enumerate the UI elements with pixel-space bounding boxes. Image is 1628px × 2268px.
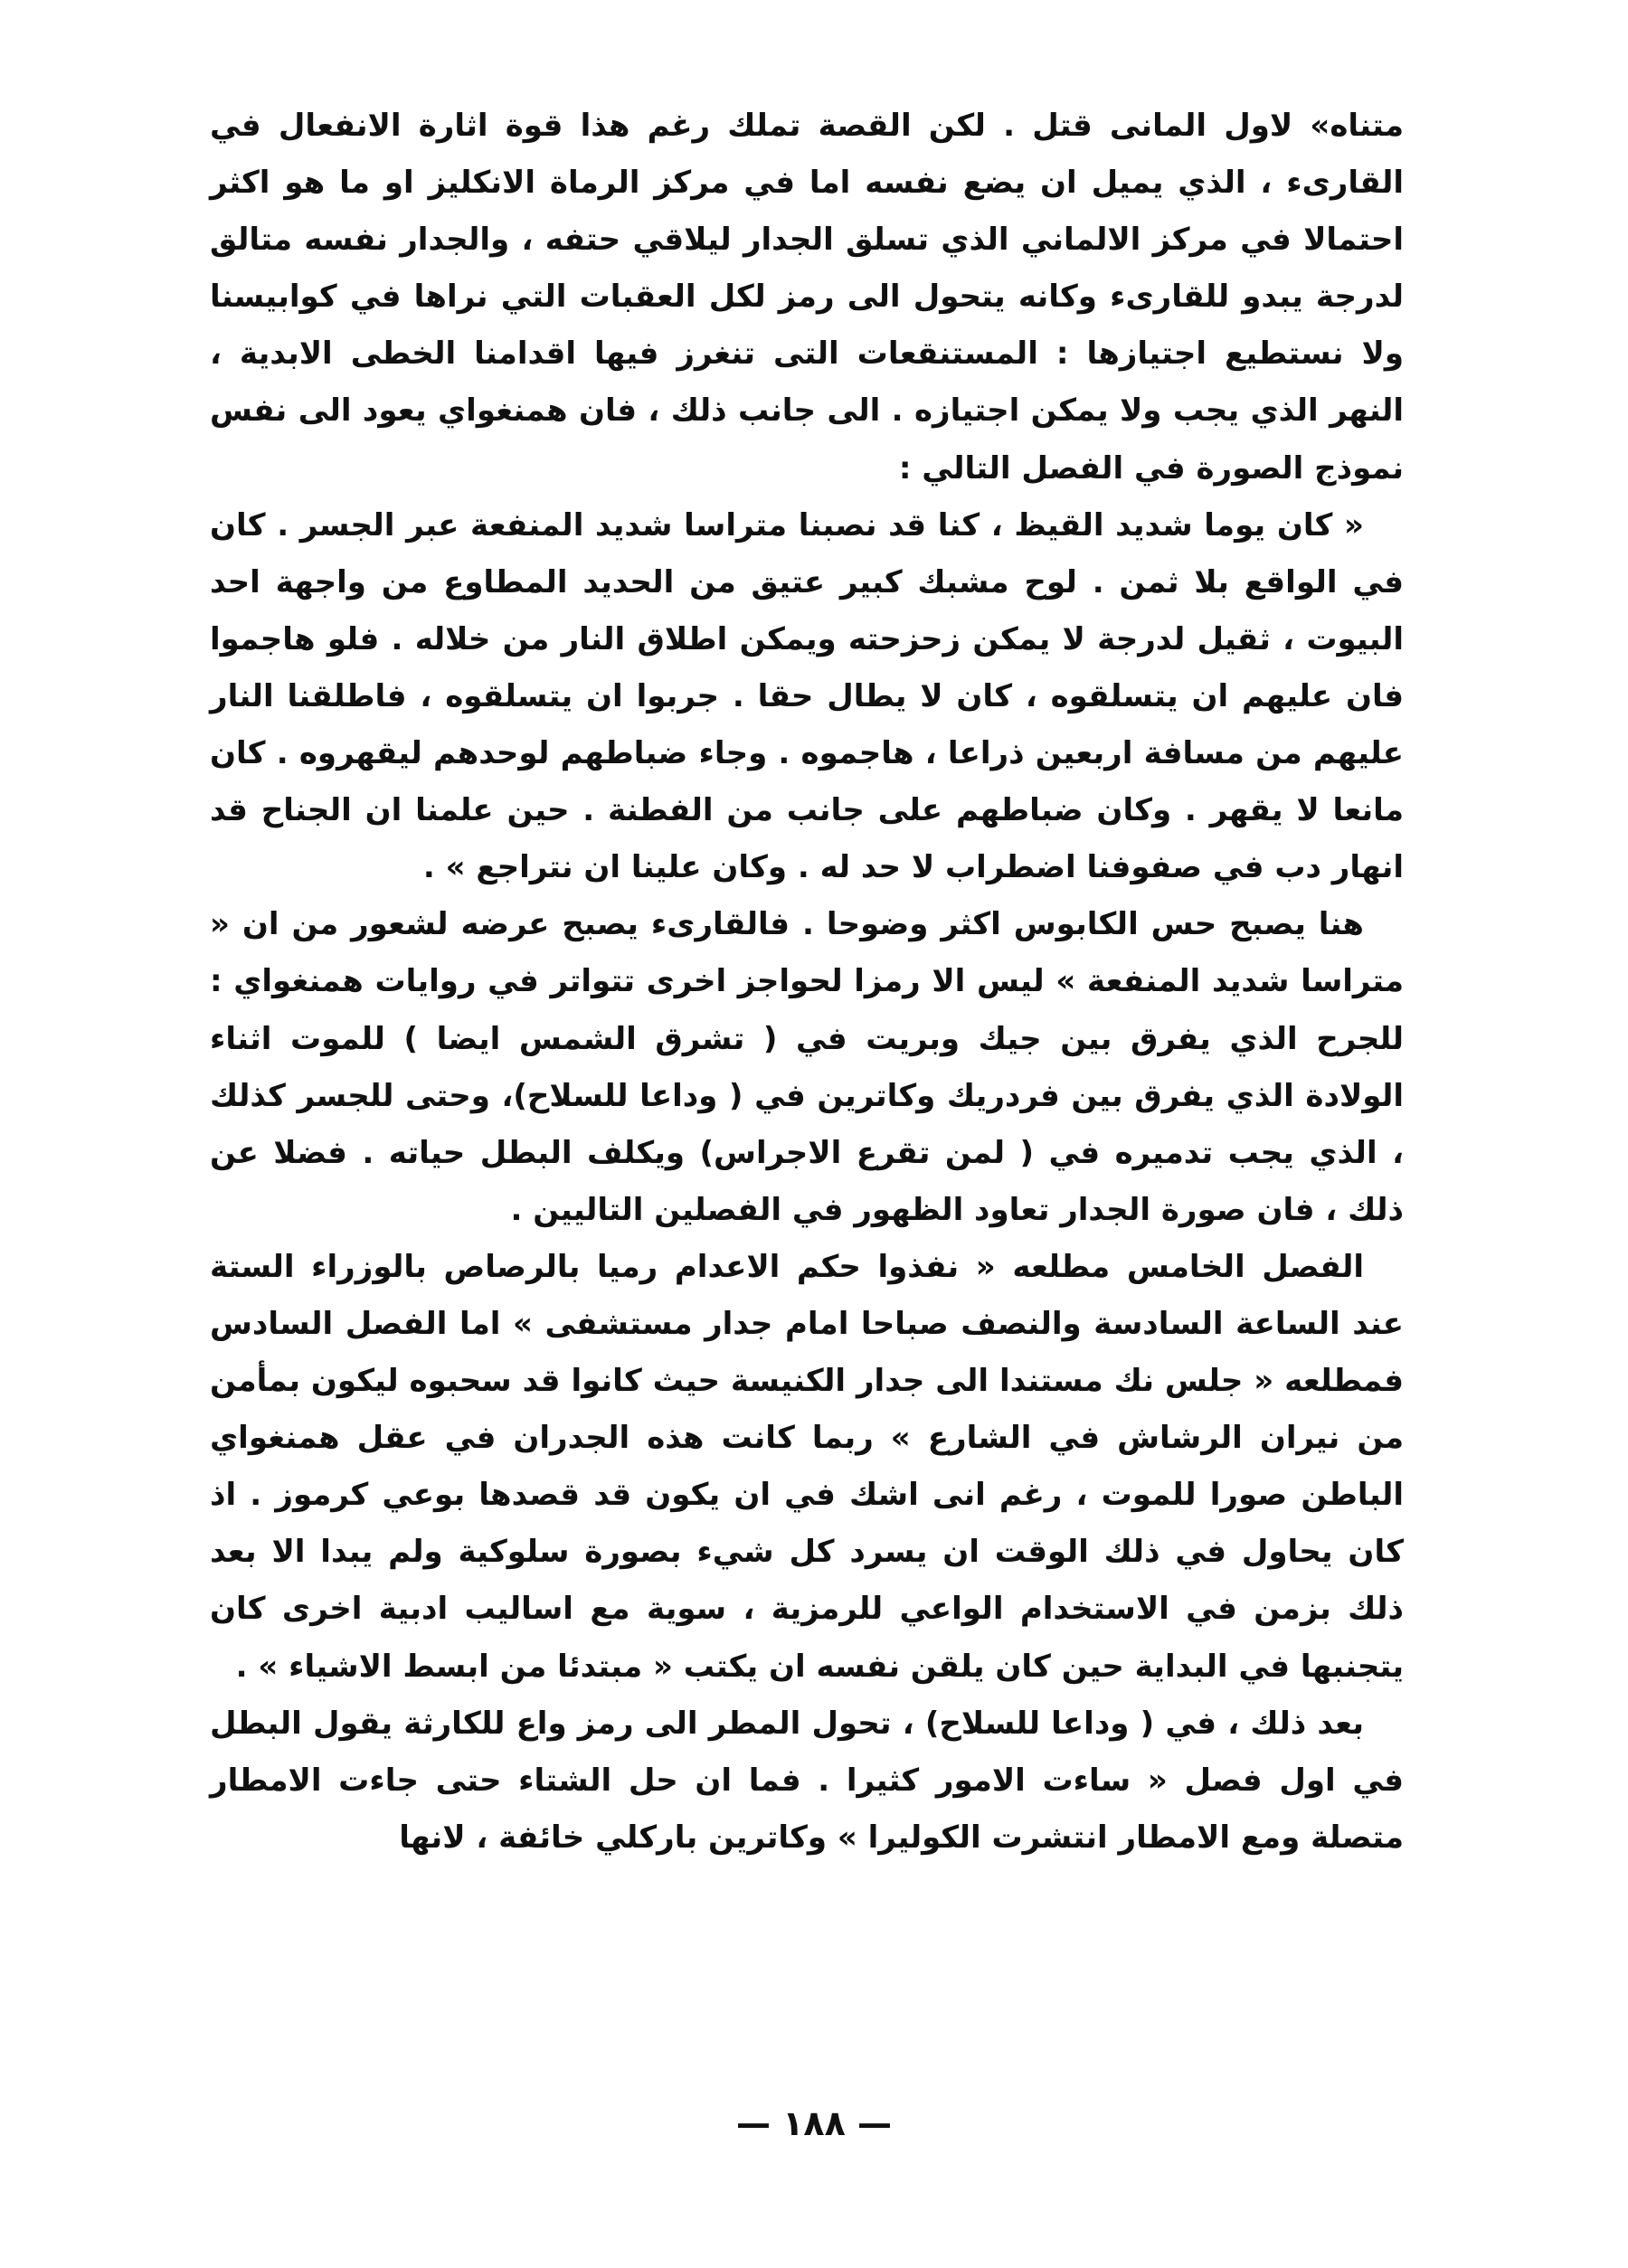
paragraph-1: متناه» لاول المانى قتل . لكن القصة تملك رغم هذا قوة اثارة الانفعال في القارىء ، الذي يميل ان يضع نفسه اما في مركز الرماة الانكليز او ما هو اكثر احتمالا في مركز الالماني الذي تسلق الجدار ليلاقي حتفه ، والجدار نفسه متالق لدرجة يبدو للقارىء وكانه يتحول الى رمز لكل العقبات التي نراها في كوابيسنا ولا نستطيع اجتيازها : المستنقعات التى تنغرز فيها اقدامنا الخطى الابدية ، النهر الذي يجب ولا يمكن اجتيازه . الى جانب ذلك ، فان همنغواي يعود الى نفس نموذج الصورة في الفصل التالي : bbox=[210, 108, 1404, 487]
page-number: — ١٨٨ — bbox=[735, 2103, 893, 2143]
paragraph-5: بعد ذلك ، في ( وداعا للسلاح) ، تحول المطر الى رمز واع للكارثة يقول البطل في اول فصل « ساءت الامور كثيرا . فما ان حل الشتاء حتى جاءت الامطار متصلة ومع الامطار انتشرت الكوليرا » وكاترين باركلي خائفة ، لانها bbox=[210, 1705, 1404, 1856]
paragraph-4: الفصل الخامس مطلعه « نفذوا حكم الاعدام رميا بالرصاص بالوزراء الستة عند الساعة السادسة والنصف صباحا امام جدار مستشفى » اما الفصل السادس فمطلعه « جلس نك مستندا الى جدار الكنيسة حيث كانوا قد سحبوه ليكون بمأمن من نيران الرشاش في الشارع » ربما كانت هذه الجدران في عقل همنغواي الباطن صورا للموت ، رغم انى اشك في ان يكون قد قصدها بوعي كرموز . اذ كان يحاول في ذلك الوقت ان يسرد كل شيء بصورة سلوكية ولم يبدا الا بعد ذلك بزمن في الاستخدام الواعي للرمزية ، سوية مع اساليب ادبية اخرى كان يتجنبها في البداية حين كان يلقن نفسه ان يكتب « مبتدئا من ابسط الاشياء » . bbox=[210, 1248, 1404, 1685]
paragraph-2-quote: « كان يوما شديد القيظ ، كنا قد نصبنا متراسا شديد المنفعة عبر الجسر . كان في الواقع بلا ثمن . لوح مشبك كبير عتيق من الحديد المطاوع من واجهة احد البيوت ، ثقيل لدرجة لا يمكن زحزحته ويمكن اطلاق النار من خلاله . فلو هاجموا فان عليهم ان يتسلقوه ، كان لا يطال حقا . جربوا ان يتسلقوه ، فاطلقنا النار عليهم من مسافة اربعين ذراعا ، هاجموه . وجاء ضباطهم لوحدهم ليقهروه . كان مانعا لا يقهر . وكان ضباطهم على جانب من الفطنة . حين علمنا ان الجناح قد انهار دب في صفوفنا اضطراب لا حد له . وكان علينا ان نتراجع » . bbox=[210, 506, 1404, 886]
paragraph-3: هنا يصبح حس الكابوس اكثر وضوحا . فالقارىء يصبح عرضه لشعور من ان « متراسا شديد المنفعة » ليس الا رمزا لحواجز اخرى تتواتر في روايات همنغواي : للجرح الذي يفرق بين جيك وبريت في ( تشرق الشمس ايضا ) للموت اثناء الولادة الذي يفرق بين فردريك وكاترين في ( وداعا للسلاح)، وحتى للجسر كذلك ، الذي يجب تدميره في ( لمن تقرع الاجراس) ويكلف البطل حياته . فضلا عن ذلك ، فان صورة الجدار تعاود الظهور في الفصلين التاليين . bbox=[210, 906, 1404, 1228]
body-text bbox=[210, 98, 1404, 1866]
